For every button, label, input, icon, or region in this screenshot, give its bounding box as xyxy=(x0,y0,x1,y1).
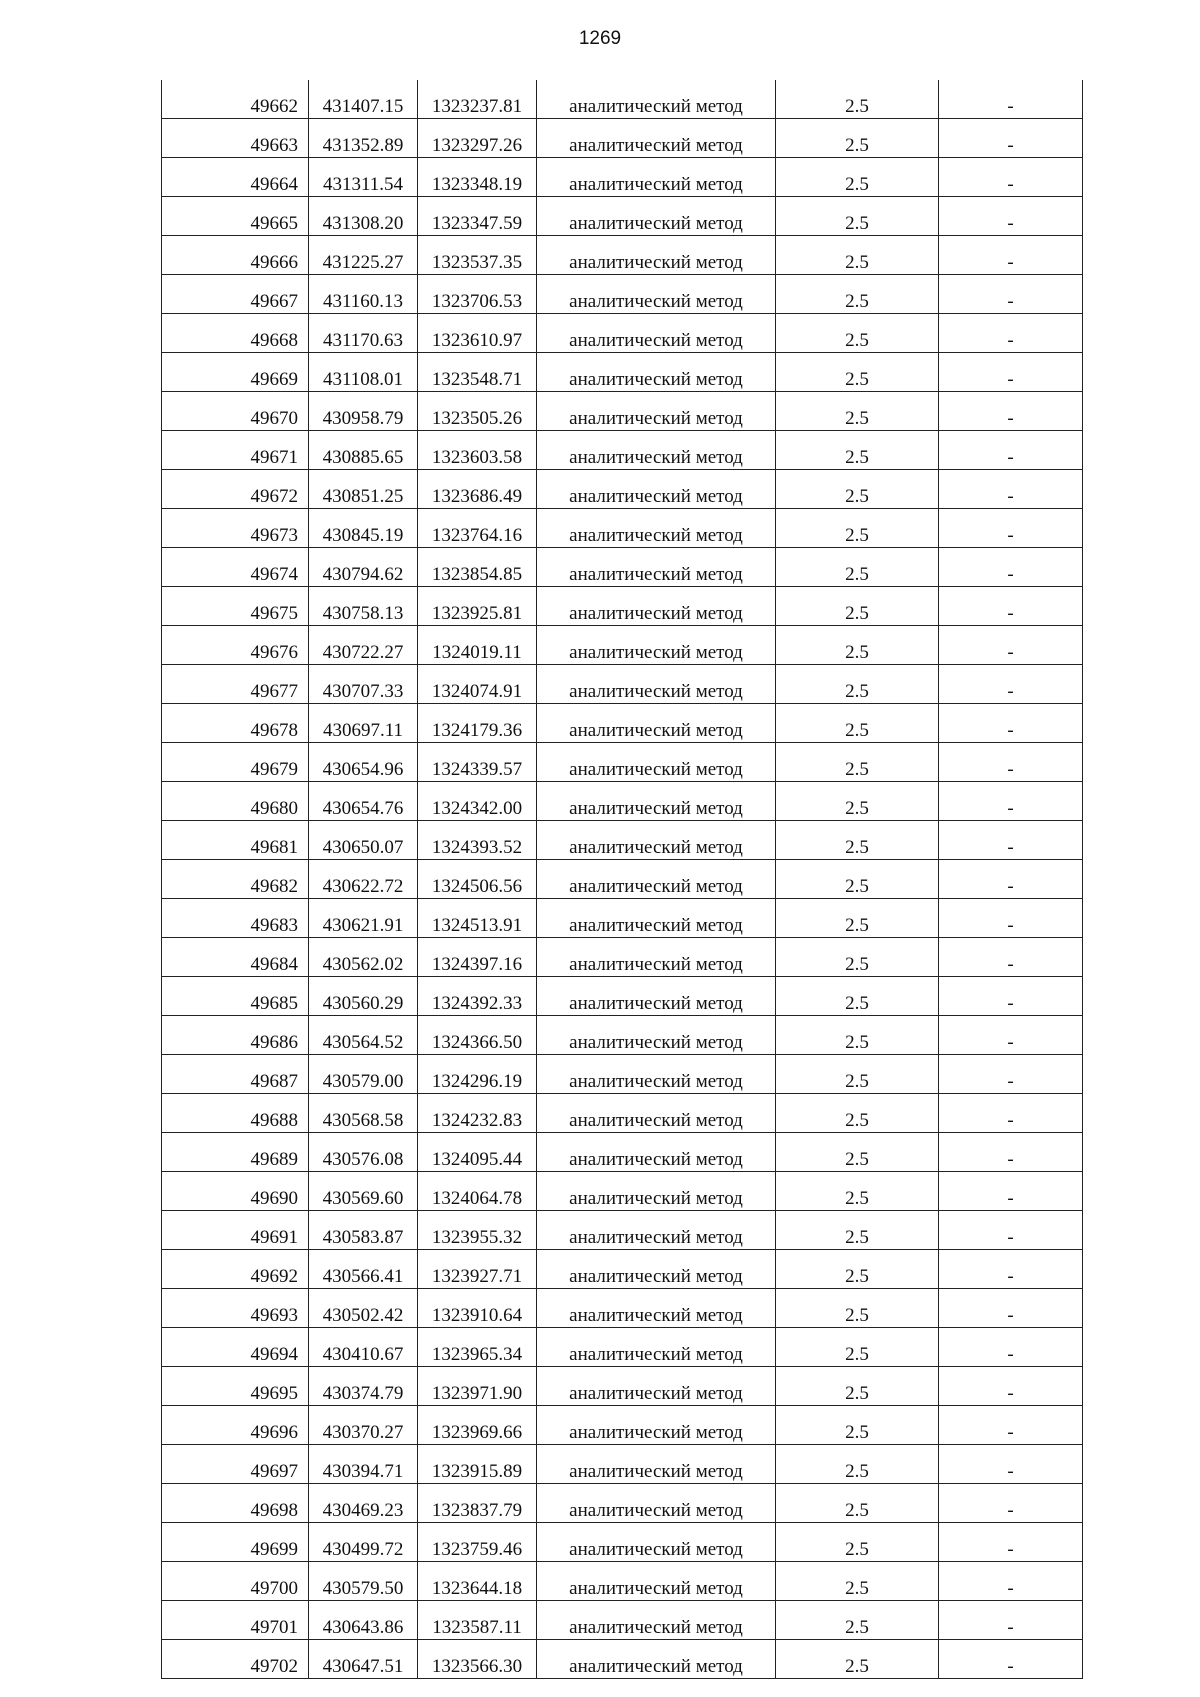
note-cell: - xyxy=(939,1094,1083,1133)
table-row xyxy=(162,1250,1083,1289)
y-coordinate-cell: 1323837.79 xyxy=(418,1484,537,1523)
accuracy-cell: 2.5 xyxy=(776,1211,939,1250)
method-cell: аналитический метод xyxy=(537,1016,776,1055)
y-coordinate-cell: 1324339.57 xyxy=(418,743,537,782)
accuracy-cell: 2.5 xyxy=(776,1328,939,1367)
table-row xyxy=(162,665,1083,704)
x-coordinate-cell: 430885.65 xyxy=(309,431,418,470)
point-number-cell: 49690 xyxy=(162,1172,309,1211)
x-coordinate-cell: 430579.50 xyxy=(309,1562,418,1601)
note-cell: - xyxy=(939,470,1083,509)
accuracy-cell: 2.5 xyxy=(776,509,939,548)
note-cell: - xyxy=(939,119,1083,158)
x-coordinate-cell: 430568.58 xyxy=(309,1094,418,1133)
note-cell: - xyxy=(939,431,1083,470)
y-coordinate-cell: 1323610.97 xyxy=(418,314,537,353)
table-row xyxy=(162,626,1083,665)
y-coordinate-cell: 1323548.71 xyxy=(418,353,537,392)
method-cell: аналитический метод xyxy=(537,1406,776,1445)
point-number-cell: 49671 xyxy=(162,431,309,470)
method-cell: аналитический метод xyxy=(537,587,776,626)
method-cell: аналитический метод xyxy=(537,1289,776,1328)
accuracy-cell: 2.5 xyxy=(776,1367,939,1406)
x-coordinate-cell: 430569.60 xyxy=(309,1172,418,1211)
method-cell: аналитический метод xyxy=(537,197,776,236)
x-coordinate-cell: 430562.02 xyxy=(309,938,418,977)
table-row xyxy=(162,1133,1083,1172)
note-cell: - xyxy=(939,665,1083,704)
y-coordinate-cell: 1323955.32 xyxy=(418,1211,537,1250)
point-number-cell: 49688 xyxy=(162,1094,309,1133)
table-row xyxy=(162,431,1083,470)
accuracy-cell: 2.5 xyxy=(776,548,939,587)
accuracy-cell: 2.5 xyxy=(776,1562,939,1601)
note-cell: - xyxy=(939,587,1083,626)
method-cell: аналитический метод xyxy=(537,1445,776,1484)
table-row xyxy=(162,236,1083,275)
y-coordinate-cell: 1324232.83 xyxy=(418,1094,537,1133)
y-coordinate-cell: 1324366.50 xyxy=(418,1016,537,1055)
method-cell: аналитический метод xyxy=(537,1055,776,1094)
method-cell: аналитический метод xyxy=(537,626,776,665)
x-coordinate-cell: 430650.07 xyxy=(309,821,418,860)
table-row xyxy=(162,1484,1083,1523)
y-coordinate-cell: 1323915.89 xyxy=(418,1445,537,1484)
y-coordinate-cell: 1323910.64 xyxy=(418,1289,537,1328)
point-number-cell: 49702 xyxy=(162,1640,309,1679)
table-row xyxy=(162,938,1083,977)
table-row xyxy=(162,80,1083,119)
point-number-cell: 49666 xyxy=(162,236,309,275)
accuracy-cell: 2.5 xyxy=(776,938,939,977)
accuracy-cell: 2.5 xyxy=(776,1133,939,1172)
y-coordinate-cell: 1324342.00 xyxy=(418,782,537,821)
table-row xyxy=(162,1016,1083,1055)
table-row xyxy=(162,977,1083,1016)
method-cell: аналитический метод xyxy=(537,1133,776,1172)
table-row xyxy=(162,1328,1083,1367)
x-coordinate-cell: 430654.96 xyxy=(309,743,418,782)
x-coordinate-cell: 431407.15 xyxy=(309,80,418,119)
x-coordinate-cell: 430697.11 xyxy=(309,704,418,743)
method-cell: аналитический метод xyxy=(537,158,776,197)
note-cell: - xyxy=(939,1328,1083,1367)
table-row xyxy=(162,314,1083,353)
accuracy-cell: 2.5 xyxy=(776,1016,939,1055)
x-coordinate-cell: 430654.76 xyxy=(309,782,418,821)
point-number-cell: 49674 xyxy=(162,548,309,587)
x-coordinate-cell: 430374.79 xyxy=(309,1367,418,1406)
table-row xyxy=(162,821,1083,860)
point-number-cell: 49694 xyxy=(162,1328,309,1367)
y-coordinate-cell: 1324095.44 xyxy=(418,1133,537,1172)
x-coordinate-cell: 430579.00 xyxy=(309,1055,418,1094)
x-coordinate-cell: 431352.89 xyxy=(309,119,418,158)
table-row xyxy=(162,1601,1083,1640)
method-cell: аналитический метод xyxy=(537,119,776,158)
method-cell: аналитический метод xyxy=(537,860,776,899)
note-cell: - xyxy=(939,1016,1083,1055)
table-row xyxy=(162,743,1083,782)
y-coordinate-cell: 1323348.19 xyxy=(418,158,537,197)
accuracy-cell: 2.5 xyxy=(776,821,939,860)
method-cell: аналитический метод xyxy=(537,704,776,743)
table-row xyxy=(162,275,1083,314)
table-row xyxy=(162,1055,1083,1094)
accuracy-cell: 2.5 xyxy=(776,275,939,314)
y-coordinate-cell: 1323764.16 xyxy=(418,509,537,548)
method-cell: аналитический метод xyxy=(537,1172,776,1211)
accuracy-cell: 2.5 xyxy=(776,1094,939,1133)
accuracy-cell: 2.5 xyxy=(776,1601,939,1640)
method-cell: аналитический метод xyxy=(537,275,776,314)
method-cell: аналитический метод xyxy=(537,1640,776,1679)
table-row xyxy=(162,1445,1083,1484)
point-number-cell: 49663 xyxy=(162,119,309,158)
x-coordinate-cell: 431225.27 xyxy=(309,236,418,275)
x-coordinate-cell: 430564.52 xyxy=(309,1016,418,1055)
point-number-cell: 49683 xyxy=(162,899,309,938)
note-cell: - xyxy=(939,704,1083,743)
x-coordinate-cell: 430845.19 xyxy=(309,509,418,548)
point-number-cell: 49668 xyxy=(162,314,309,353)
y-coordinate-cell: 1323587.11 xyxy=(418,1601,537,1640)
table-row xyxy=(162,899,1083,938)
y-coordinate-cell: 1323505.26 xyxy=(418,392,537,431)
accuracy-cell: 2.5 xyxy=(776,1172,939,1211)
table-row xyxy=(162,392,1083,431)
y-coordinate-cell: 1324397.16 xyxy=(418,938,537,977)
point-number-cell: 49687 xyxy=(162,1055,309,1094)
point-number-cell: 49679 xyxy=(162,743,309,782)
accuracy-cell: 2.5 xyxy=(776,431,939,470)
point-number-cell: 49692 xyxy=(162,1250,309,1289)
note-cell: - xyxy=(939,938,1083,977)
accuracy-cell: 2.5 xyxy=(776,977,939,1016)
point-number-cell: 49684 xyxy=(162,938,309,977)
x-coordinate-cell: 430394.71 xyxy=(309,1445,418,1484)
method-cell: аналитический метод xyxy=(537,977,776,1016)
accuracy-cell: 2.5 xyxy=(776,80,939,119)
x-coordinate-cell: 431108.01 xyxy=(309,353,418,392)
accuracy-cell: 2.5 xyxy=(776,587,939,626)
table-row xyxy=(162,548,1083,587)
y-coordinate-cell: 1323686.49 xyxy=(418,470,537,509)
table-row xyxy=(162,860,1083,899)
table-row xyxy=(162,1211,1083,1250)
point-number-cell: 49678 xyxy=(162,704,309,743)
method-cell: аналитический метод xyxy=(537,899,776,938)
table-row xyxy=(162,704,1083,743)
x-coordinate-cell: 430560.29 xyxy=(309,977,418,1016)
point-number-cell: 49686 xyxy=(162,1016,309,1055)
x-coordinate-cell: 430583.87 xyxy=(309,1211,418,1250)
note-cell: - xyxy=(939,1250,1083,1289)
table-row xyxy=(162,158,1083,197)
note-cell: - xyxy=(939,236,1083,275)
note-cell: - xyxy=(939,860,1083,899)
method-cell: аналитический метод xyxy=(537,665,776,704)
accuracy-cell: 2.5 xyxy=(776,782,939,821)
note-cell: - xyxy=(939,1406,1083,1445)
y-coordinate-cell: 1324513.91 xyxy=(418,899,537,938)
y-coordinate-cell: 1323969.66 xyxy=(418,1406,537,1445)
note-cell: - xyxy=(939,1640,1083,1679)
accuracy-cell: 2.5 xyxy=(776,197,939,236)
method-cell: аналитический метод xyxy=(537,1328,776,1367)
x-coordinate-cell: 430958.79 xyxy=(309,392,418,431)
method-cell: аналитический метод xyxy=(537,1484,776,1523)
accuracy-cell: 2.5 xyxy=(776,899,939,938)
point-number-cell: 49673 xyxy=(162,509,309,548)
point-number-cell: 49696 xyxy=(162,1406,309,1445)
y-coordinate-cell: 1323537.35 xyxy=(418,236,537,275)
table-row xyxy=(162,197,1083,236)
method-cell: аналитический метод xyxy=(537,509,776,548)
method-cell: аналитический метод xyxy=(537,1523,776,1562)
x-coordinate-cell: 430643.86 xyxy=(309,1601,418,1640)
accuracy-cell: 2.5 xyxy=(776,470,939,509)
accuracy-cell: 2.5 xyxy=(776,1406,939,1445)
y-coordinate-cell: 1324393.52 xyxy=(418,821,537,860)
table-row xyxy=(162,1640,1083,1679)
point-number-cell: 49672 xyxy=(162,470,309,509)
note-cell: - xyxy=(939,353,1083,392)
accuracy-cell: 2.5 xyxy=(776,314,939,353)
method-cell: аналитический метод xyxy=(537,938,776,977)
y-coordinate-cell: 1324296.19 xyxy=(418,1055,537,1094)
method-cell: аналитический метод xyxy=(537,1211,776,1250)
x-coordinate-cell: 430622.72 xyxy=(309,860,418,899)
table-row xyxy=(162,1367,1083,1406)
y-coordinate-cell: 1324064.78 xyxy=(418,1172,537,1211)
note-cell: - xyxy=(939,509,1083,548)
y-coordinate-cell: 1323644.18 xyxy=(418,1562,537,1601)
y-coordinate-cell: 1324506.56 xyxy=(418,860,537,899)
point-number-cell: 49699 xyxy=(162,1523,309,1562)
point-number-cell: 49665 xyxy=(162,197,309,236)
table-row xyxy=(162,587,1083,626)
note-cell: - xyxy=(939,1289,1083,1328)
point-number-cell: 49700 xyxy=(162,1562,309,1601)
point-number-cell: 49677 xyxy=(162,665,309,704)
accuracy-cell: 2.5 xyxy=(776,860,939,899)
note-cell: - xyxy=(939,1523,1083,1562)
point-number-cell: 49675 xyxy=(162,587,309,626)
y-coordinate-cell: 1323927.71 xyxy=(418,1250,537,1289)
method-cell: аналитический метод xyxy=(537,782,776,821)
point-number-cell: 49693 xyxy=(162,1289,309,1328)
point-number-cell: 49695 xyxy=(162,1367,309,1406)
y-coordinate-cell: 1323925.81 xyxy=(418,587,537,626)
y-coordinate-cell: 1323759.46 xyxy=(418,1523,537,1562)
method-cell: аналитический метод xyxy=(537,80,776,119)
y-coordinate-cell: 1323854.85 xyxy=(418,548,537,587)
method-cell: аналитический метод xyxy=(537,236,776,275)
x-coordinate-cell: 431308.20 xyxy=(309,197,418,236)
method-cell: аналитический метод xyxy=(537,431,776,470)
note-cell: - xyxy=(939,1172,1083,1211)
note-cell: - xyxy=(939,197,1083,236)
accuracy-cell: 2.5 xyxy=(776,1055,939,1094)
table-row xyxy=(162,1094,1083,1133)
x-coordinate-cell: 430647.51 xyxy=(309,1640,418,1679)
point-number-cell: 49682 xyxy=(162,860,309,899)
table-row xyxy=(162,782,1083,821)
x-coordinate-cell: 430758.13 xyxy=(309,587,418,626)
y-coordinate-cell: 1323566.30 xyxy=(418,1640,537,1679)
accuracy-cell: 2.5 xyxy=(776,236,939,275)
table-row xyxy=(162,509,1083,548)
accuracy-cell: 2.5 xyxy=(776,743,939,782)
y-coordinate-cell: 1323603.58 xyxy=(418,431,537,470)
point-number-cell: 49689 xyxy=(162,1133,309,1172)
table-row xyxy=(162,1523,1083,1562)
note-cell: - xyxy=(939,1367,1083,1406)
x-coordinate-cell: 431160.13 xyxy=(309,275,418,314)
note-cell: - xyxy=(939,743,1083,782)
note-cell: - xyxy=(939,899,1083,938)
table-body xyxy=(162,80,1083,1679)
point-number-cell: 49662 xyxy=(162,80,309,119)
x-coordinate-cell: 430707.33 xyxy=(309,665,418,704)
table-row xyxy=(162,1289,1083,1328)
accuracy-cell: 2.5 xyxy=(776,1250,939,1289)
note-cell: - xyxy=(939,1055,1083,1094)
point-number-cell: 49698 xyxy=(162,1484,309,1523)
method-cell: аналитический метод xyxy=(537,1562,776,1601)
table-row xyxy=(162,119,1083,158)
x-coordinate-cell: 430469.23 xyxy=(309,1484,418,1523)
x-coordinate-cell: 430722.27 xyxy=(309,626,418,665)
method-cell: аналитический метод xyxy=(537,314,776,353)
y-coordinate-cell: 1323297.26 xyxy=(418,119,537,158)
point-number-cell: 49676 xyxy=(162,626,309,665)
point-number-cell: 49680 xyxy=(162,782,309,821)
note-cell: - xyxy=(939,392,1083,431)
accuracy-cell: 2.5 xyxy=(776,119,939,158)
accuracy-cell: 2.5 xyxy=(776,626,939,665)
x-coordinate-cell: 431170.63 xyxy=(309,314,418,353)
accuracy-cell: 2.5 xyxy=(776,353,939,392)
note-cell: - xyxy=(939,275,1083,314)
note-cell: - xyxy=(939,1445,1083,1484)
accuracy-cell: 2.5 xyxy=(776,1445,939,1484)
y-coordinate-cell: 1324074.91 xyxy=(418,665,537,704)
x-coordinate-cell: 431311.54 xyxy=(309,158,418,197)
x-coordinate-cell: 430621.91 xyxy=(309,899,418,938)
y-coordinate-cell: 1323971.90 xyxy=(418,1367,537,1406)
x-coordinate-cell: 430410.67 xyxy=(309,1328,418,1367)
note-cell: - xyxy=(939,1601,1083,1640)
y-coordinate-cell: 1324392.33 xyxy=(418,977,537,1016)
note-cell: - xyxy=(939,821,1083,860)
accuracy-cell: 2.5 xyxy=(776,158,939,197)
y-coordinate-cell: 1323347.59 xyxy=(418,197,537,236)
point-number-cell: 49685 xyxy=(162,977,309,1016)
note-cell: - xyxy=(939,314,1083,353)
coordinates-table xyxy=(161,80,1083,1679)
accuracy-cell: 2.5 xyxy=(776,1484,939,1523)
table-row xyxy=(162,1562,1083,1601)
method-cell: аналитический метод xyxy=(537,548,776,587)
accuracy-cell: 2.5 xyxy=(776,1640,939,1679)
note-cell: - xyxy=(939,1562,1083,1601)
page-number: 1269 xyxy=(578,28,622,49)
point-number-cell: 49691 xyxy=(162,1211,309,1250)
table-row xyxy=(162,470,1083,509)
accuracy-cell: 2.5 xyxy=(776,704,939,743)
y-coordinate-cell: 1323965.34 xyxy=(418,1328,537,1367)
table-row xyxy=(162,353,1083,392)
method-cell: аналитический метод xyxy=(537,1367,776,1406)
y-coordinate-cell: 1323706.53 xyxy=(418,275,537,314)
point-number-cell: 49670 xyxy=(162,392,309,431)
x-coordinate-cell: 430851.25 xyxy=(309,470,418,509)
point-number-cell: 49697 xyxy=(162,1445,309,1484)
method-cell: аналитический метод xyxy=(537,470,776,509)
method-cell: аналитический метод xyxy=(537,1094,776,1133)
accuracy-cell: 2.5 xyxy=(776,1289,939,1328)
method-cell: аналитический метод xyxy=(537,392,776,431)
note-cell: - xyxy=(939,977,1083,1016)
x-coordinate-cell: 430566.41 xyxy=(309,1250,418,1289)
accuracy-cell: 2.5 xyxy=(776,1523,939,1562)
note-cell: - xyxy=(939,548,1083,587)
method-cell: аналитический метод xyxy=(537,743,776,782)
method-cell: аналитический метод xyxy=(537,821,776,860)
accuracy-cell: 2.5 xyxy=(776,665,939,704)
method-cell: аналитический метод xyxy=(537,1601,776,1640)
point-number-cell: 49669 xyxy=(162,353,309,392)
note-cell: - xyxy=(939,782,1083,821)
point-number-cell: 49701 xyxy=(162,1601,309,1640)
note-cell: - xyxy=(939,1484,1083,1523)
point-number-cell: 49681 xyxy=(162,821,309,860)
x-coordinate-cell: 430502.42 xyxy=(309,1289,418,1328)
y-coordinate-cell: 1324019.11 xyxy=(418,626,537,665)
x-coordinate-cell: 430499.72 xyxy=(309,1523,418,1562)
point-number-cell: 49664 xyxy=(162,158,309,197)
note-cell: - xyxy=(939,158,1083,197)
x-coordinate-cell: 430794.62 xyxy=(309,548,418,587)
method-cell: аналитический метод xyxy=(537,353,776,392)
x-coordinate-cell: 430370.27 xyxy=(309,1406,418,1445)
note-cell: - xyxy=(939,80,1083,119)
point-number-cell: 49667 xyxy=(162,275,309,314)
y-coordinate-cell: 1324179.36 xyxy=(418,704,537,743)
table-row xyxy=(162,1406,1083,1445)
accuracy-cell: 2.5 xyxy=(776,392,939,431)
table-row xyxy=(162,1172,1083,1211)
x-coordinate-cell: 430576.08 xyxy=(309,1133,418,1172)
note-cell: - xyxy=(939,1211,1083,1250)
note-cell: - xyxy=(939,626,1083,665)
note-cell: - xyxy=(939,1133,1083,1172)
y-coordinate-cell: 1323237.81 xyxy=(418,80,537,119)
method-cell: аналитический метод xyxy=(537,1250,776,1289)
